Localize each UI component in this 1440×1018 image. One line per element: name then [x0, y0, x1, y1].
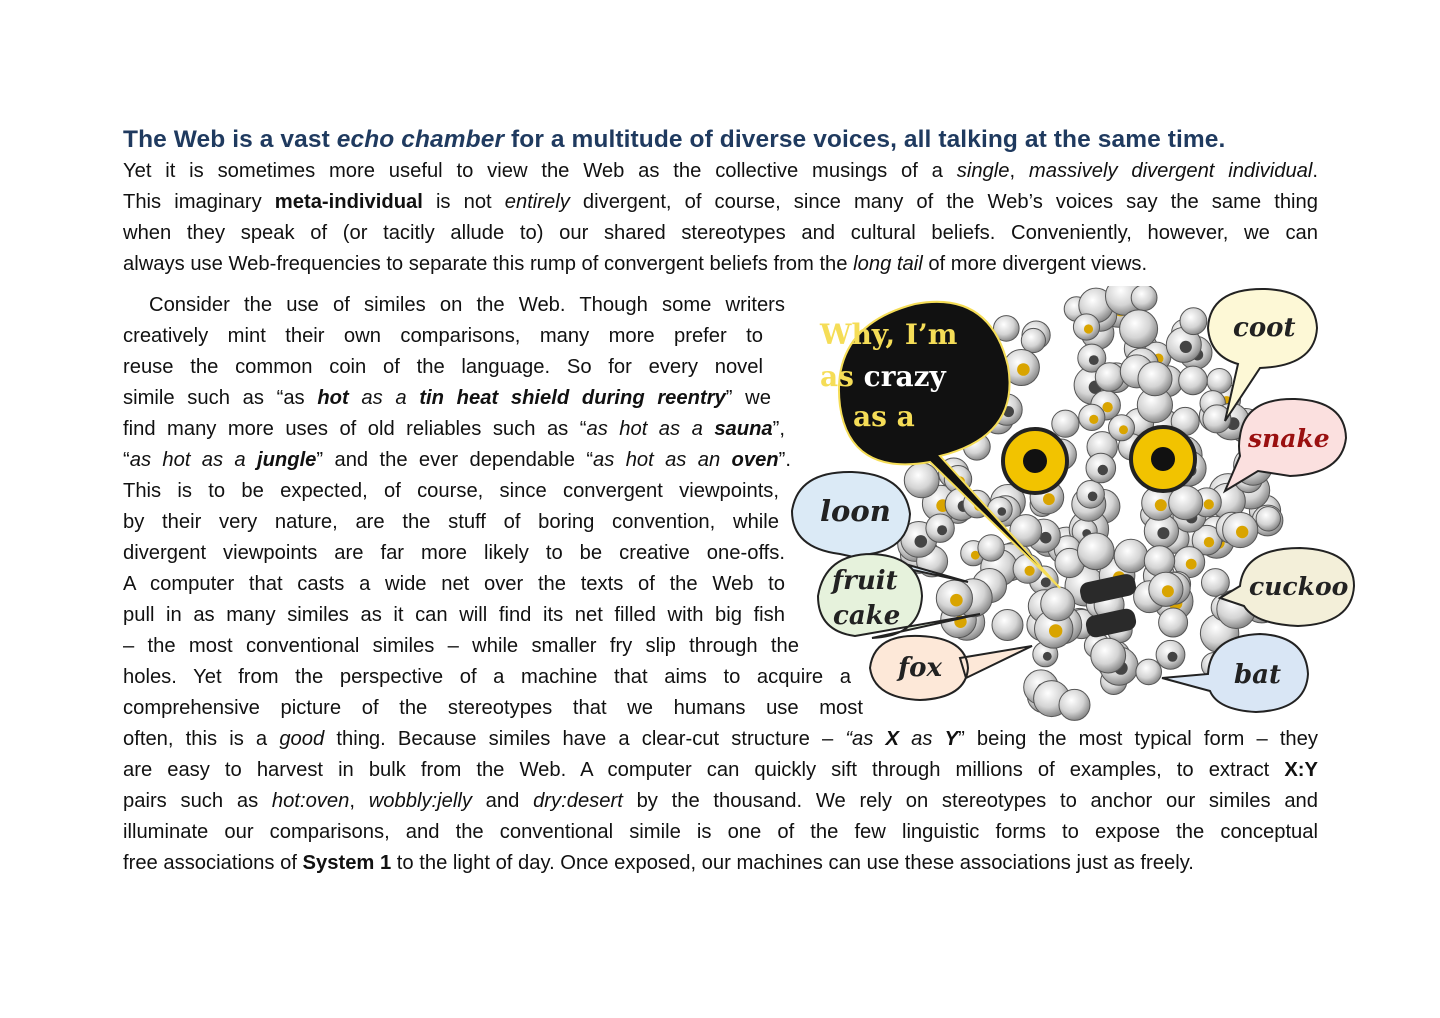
creature-ball-detail — [1025, 566, 1035, 576]
creature-ball-detail — [1102, 402, 1112, 412]
creature-ball — [1114, 539, 1147, 572]
creature-ball — [1179, 366, 1208, 395]
creature-ball-detail — [1043, 493, 1055, 505]
creature-ball-detail — [1098, 465, 1108, 475]
creature-ball-detail — [1089, 355, 1099, 365]
creature-ball-detail — [1162, 585, 1174, 597]
svg-text:loon: loon — [820, 494, 891, 528]
creature-ball-detail — [937, 525, 947, 535]
creature-ball — [1120, 310, 1158, 348]
svg-text:cuckoo: cuckoo — [1249, 572, 1349, 601]
bubble-fox — [870, 636, 1032, 700]
creature-ball-detail — [950, 594, 963, 607]
creature-ball-detail — [1089, 415, 1098, 424]
text-line: illuminate our comparisons, and the conventional simile is one of the few linguistic forms to expose the conceptual — [123, 821, 1318, 843]
creature-ball-detail — [998, 507, 1007, 516]
text-line: comprehensive picture of the stereotypes that we humans use most — [123, 697, 863, 719]
text-line: This is to be expected, of course, since convergent viewpoints, — [123, 480, 779, 502]
text-line: free associations of System 1 to the light of day. Once exposed, our machines can use these associations just as freely. — [123, 852, 1194, 874]
creature-ball-detail — [915, 535, 928, 548]
svg-text:fox: fox — [898, 653, 943, 683]
creature-ball — [1091, 638, 1126, 673]
crazy-creature-illustration — [770, 286, 1362, 726]
text-line: creatively mint their own comparisons, many more prefer to — [123, 325, 763, 347]
text-line: pairs such as hot:oven, wobbly:jelly and dry:desert by the thousand. We rely on stereotypes to anchor our similes and — [123, 790, 1319, 812]
text-line: pull in as many similes as it can will find its net filled with big fish — [123, 604, 785, 626]
text-line: “as hot as a jungle” and the ever dependable “as hot as an oven”. — [123, 449, 791, 471]
headline: The Web is a vast echo chamber for a multitude of diverse voices, all talking at the same time. — [123, 126, 1226, 153]
creature-ball-detail — [1157, 527, 1169, 539]
creature-ball — [1136, 659, 1162, 685]
text-line: simile such as “as hot as a tin heat shield during reentry” we — [123, 387, 771, 409]
creature-ball — [1059, 689, 1090, 720]
creature-ball-detail — [1180, 341, 1192, 353]
text-line: holes. Yet from the perspective of a machine that aims to acquire a — [123, 666, 851, 688]
creature-ball-detail — [1155, 499, 1167, 511]
creature-ball — [978, 535, 1004, 561]
creature-ball — [1052, 410, 1079, 437]
creature-ball — [1078, 533, 1115, 570]
svg-text:coot: coot — [1233, 313, 1296, 343]
creature-ball — [1041, 587, 1075, 621]
creature-ball-detail — [1088, 492, 1098, 502]
creature-ball — [992, 610, 1023, 641]
creature-ball — [904, 463, 939, 498]
creature-ball-detail — [1084, 324, 1093, 333]
main-bubble-line3: as a — [853, 400, 915, 433]
svg-text:fruit: fruit — [832, 566, 898, 596]
svg-text:cake: cake — [833, 601, 901, 631]
creature-ball — [1180, 308, 1207, 335]
creature-ball-detail — [1186, 559, 1197, 570]
creature-ball-detail — [1168, 652, 1178, 662]
creature-ball — [1256, 507, 1280, 531]
main-bubble-line1: Why, I’m — [820, 318, 958, 351]
creature-ball-detail — [1204, 537, 1214, 547]
creature-ball — [1144, 546, 1174, 576]
creature-ball — [1138, 362, 1172, 396]
creature-ball-detail — [1236, 526, 1248, 538]
text-line: divergent viewpoints are far more likely to be creative one-offs. — [123, 542, 785, 564]
creature-ball — [1131, 286, 1157, 311]
creature-ball-detail — [1017, 363, 1030, 376]
text-line: always use Web-frequencies to separate this rump of convergent beliefs from the long tail of more divergent views. — [123, 253, 1148, 275]
text-line: reuse the common coin of the language. So for every novel — [123, 356, 763, 378]
creature-ball-detail — [1043, 652, 1052, 661]
text-line: are easy to harvest in bulk from the Web. A computer can quickly sift through millions of examples, to extract X:Y — [123, 759, 1318, 781]
creature-ball — [1207, 369, 1232, 394]
paragraph-intro — [123, 156, 1318, 280]
creature-ball — [1095, 363, 1124, 392]
svg-text:snake: snake — [1248, 424, 1330, 453]
text-line: often, this is a good thing. Because similes have a clear-cut structure – “as X as Y” being the most typical form – they — [123, 728, 1318, 750]
text-line: A computer that casts a wide net over the texts of the Web to — [123, 573, 785, 595]
bubble-bat — [1162, 634, 1308, 712]
main-bubble-line2: as crazy — [820, 360, 946, 393]
text-line: – the most conventional similes – while smaller fry slip through the — [123, 635, 799, 657]
text-line: by their very nature, are the stuff of boring convention, while — [123, 511, 779, 533]
creature-ball — [1159, 608, 1188, 637]
svg-text:bat: bat — [1234, 660, 1282, 690]
text-line: This imaginary meta-individual is not entirely divergent, of course, since many of the Web’s voices say the same thing — [123, 191, 1318, 213]
creature-ball-detail — [1119, 425, 1128, 434]
creature-ball-detail — [1204, 499, 1214, 509]
text-line: Yet it is sometimes more useful to view the Web as the collective musings of a single, massively divergent individual. — [123, 160, 1318, 182]
text-line: when they speak of (or tacitly allude to) our shared stereotypes and cultural beliefs. Conveniently, however, we can — [123, 222, 1318, 244]
creature-ball — [1021, 328, 1045, 352]
text-line: find many more uses of old reliables such as “as hot as a sauna”, — [123, 418, 786, 440]
text-line: Consider the use of similes on the Web. Though some writers — [149, 294, 785, 316]
creature-ball-detail — [1049, 624, 1062, 637]
